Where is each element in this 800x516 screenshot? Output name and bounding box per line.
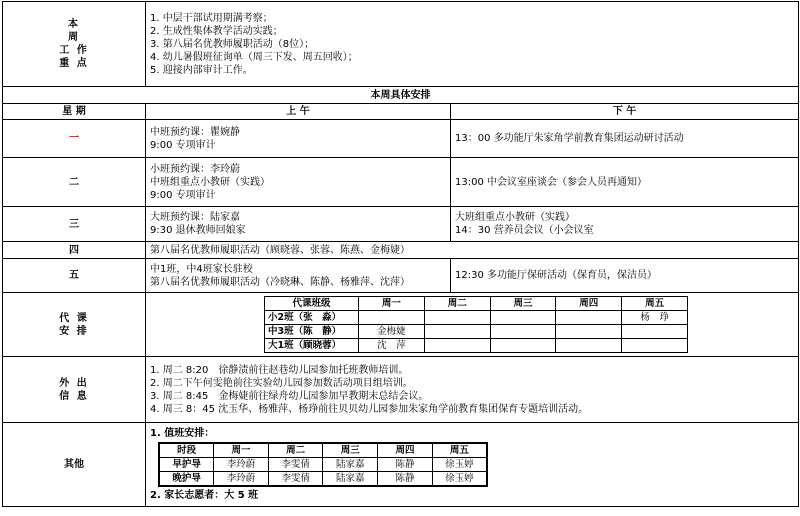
am-line: 中班组重点小教研（实践） [150,176,270,188]
duty-header: 时段 [159,443,214,458]
sub-header: 周三 [490,297,556,311]
outing-item: 3. 周二 8:45 金梅婕前往绿舟幼儿园参加早教期末总结会议。 [150,390,429,402]
day-label: 四 [3,242,146,259]
sub-header: 周二 [424,297,490,311]
other-label: 其他 [3,423,146,507]
am-line: 小班预约课：李玲蔚 [150,163,240,175]
day-pm [451,207,799,242]
focus-label [3,2,146,87]
sub-header: 周一 [359,297,425,311]
duty-cell: 陈静 [378,458,433,472]
duty-header: 周三 [323,443,378,458]
am-line: 9:30 退休教师回娘家 [150,225,246,236]
weekly-schedule-table [2,1,799,507]
sub-cell [424,339,490,353]
duty-cell: 李玲蔚 [214,472,269,487]
duty-table [158,442,488,487]
header-pm: 下 午 [451,104,799,120]
sub-cell [556,325,622,339]
schedule-title: 本周具体安排 [3,87,799,104]
day-am [146,158,451,207]
sub-cell [490,311,556,325]
focus-item: 2. 生成性集体教学活动实践； [150,25,283,37]
sub-cell [359,311,425,325]
sub-cell [424,311,490,325]
sub-header: 周四 [556,297,622,311]
sub-cell: 杨 琤 [622,311,688,325]
substitute-label-l2: 安 排 [59,325,89,337]
day-am [146,207,451,242]
day-am [146,259,451,293]
am-line: 中班预约课：瞿婉静 [150,126,240,138]
day-pm [451,120,799,158]
sub-class: 中3班（陈 静） [265,325,359,339]
sub-cell [490,325,556,339]
pm-line: 14：30 营养员会议（小会议室 [455,225,594,236]
duty-slot: 早护导 [159,458,214,472]
header-am: 上 午 [146,104,451,120]
sub-cell [622,339,688,353]
day-label: 五 [3,259,146,293]
am-line: 中1班，中4班家长驻校 [150,263,253,275]
am-line: 大班预约课：陆家嘉 [150,212,240,223]
day-label: 二 [3,158,146,207]
sub-cell [490,339,556,353]
sub-cell [556,311,622,325]
duty-cell: 徐玉婷 [432,458,487,472]
outing-label-l2: 信 息 [59,390,89,402]
pm-line: 大班组重点小教研（实践） [455,212,575,223]
sub-class: 小2班（张 淼） [265,311,359,325]
sub-cell [424,325,490,339]
sub-cell: 沈 萍 [359,339,425,353]
day-label: 三 [3,207,146,242]
day-am [146,120,451,158]
substitute-label [3,293,146,357]
outing-label-l1: 外 出 [59,377,89,389]
duty-cell: 李雯倩 [268,458,323,472]
focus-label-l1: 本 [68,19,80,30]
outing-item: 2. 周二下午何雯艳前往实验幼儿园参加数活动项目组培训。 [150,377,413,389]
focus-label-l4: 重 点 [59,58,89,69]
duty-header: 周五 [432,443,487,458]
sub-header: 代课班级 [265,297,359,311]
sub-class: 大1班（顾晓蓉） [265,339,359,353]
substitute-label-l1: 代 课 [59,312,89,324]
duty-title: 1. 值班安排： [150,428,215,439]
pm-line: 13:00 中会议室座谈会（参会人员再通知） [455,176,647,188]
volunteer-info: 2. 家长志愿者：大 5 班 [150,490,259,501]
substitute-cell [146,293,799,357]
duty-cell: 陆家嘉 [323,458,378,472]
header-day: 星 期 [3,104,146,120]
day-pm [451,259,799,293]
outing-item: 1. 周二 8:20 徐静渍前往赵巷幼儿园参加托班教师培训。 [150,364,409,376]
duty-cell: 徐玉婷 [432,472,487,487]
sub-cell [622,325,688,339]
day-pm [451,158,799,207]
focus-list [146,2,799,87]
outing-label [3,357,146,423]
am-line: 第八届名优教师履职活动（顾晓蓉、张蓉、陈燕、金梅婕） [150,244,410,256]
am-line: 9:00 专项审计 [150,139,216,151]
focus-label-l2: 周 [68,32,80,43]
day-label: 一 [3,120,146,158]
pm-line: 12:30 多功能厅保研活动（保育员，保洁员） [455,270,657,281]
day-am [146,242,799,259]
focus-item: 1. 中层干部试用期满考察； [150,12,273,24]
substitute-table [264,296,688,353]
outing-item: 4. 周三 8：45 沈玉华、杨雅萍、杨琤前往贝贝幼儿园参加朱家角学前教育集团保育专题培训活动。 [150,403,589,415]
duty-header: 周一 [214,443,269,458]
duty-cell: 陆家嘉 [323,472,378,487]
focus-item: 3. 第八届名优教师履职活动（8位）； [150,38,315,50]
duty-cell: 陈静 [378,472,433,487]
pm-line: 13：00 多功能厅朱家角学前教育集团运动研讨活动 [455,133,684,144]
am-line: 9:00 专项审计 [150,189,216,201]
am-line: 第八届名优教师履职活动（冷晓琳、陈静、杨雅萍、沈萍） [150,276,410,288]
focus-item: 4. 幼儿暑假班征询单（周三下发、周五回收）； [150,51,358,63]
outing-list [146,357,799,423]
focus-item: 5. 迎接内部审计工作。 [150,64,253,76]
duty-header: 周二 [268,443,323,458]
duty-header: 周四 [378,443,433,458]
duty-slot: 晚护导 [159,472,214,487]
sub-cell: 金梅婕 [359,325,425,339]
sub-header: 周五 [622,297,688,311]
duty-cell: 李玲蔚 [214,458,269,472]
other-cell [146,423,799,507]
focus-label-l3: 工 作 [59,45,89,56]
sub-cell [556,339,622,353]
duty-cell: 李雯倩 [268,472,323,487]
